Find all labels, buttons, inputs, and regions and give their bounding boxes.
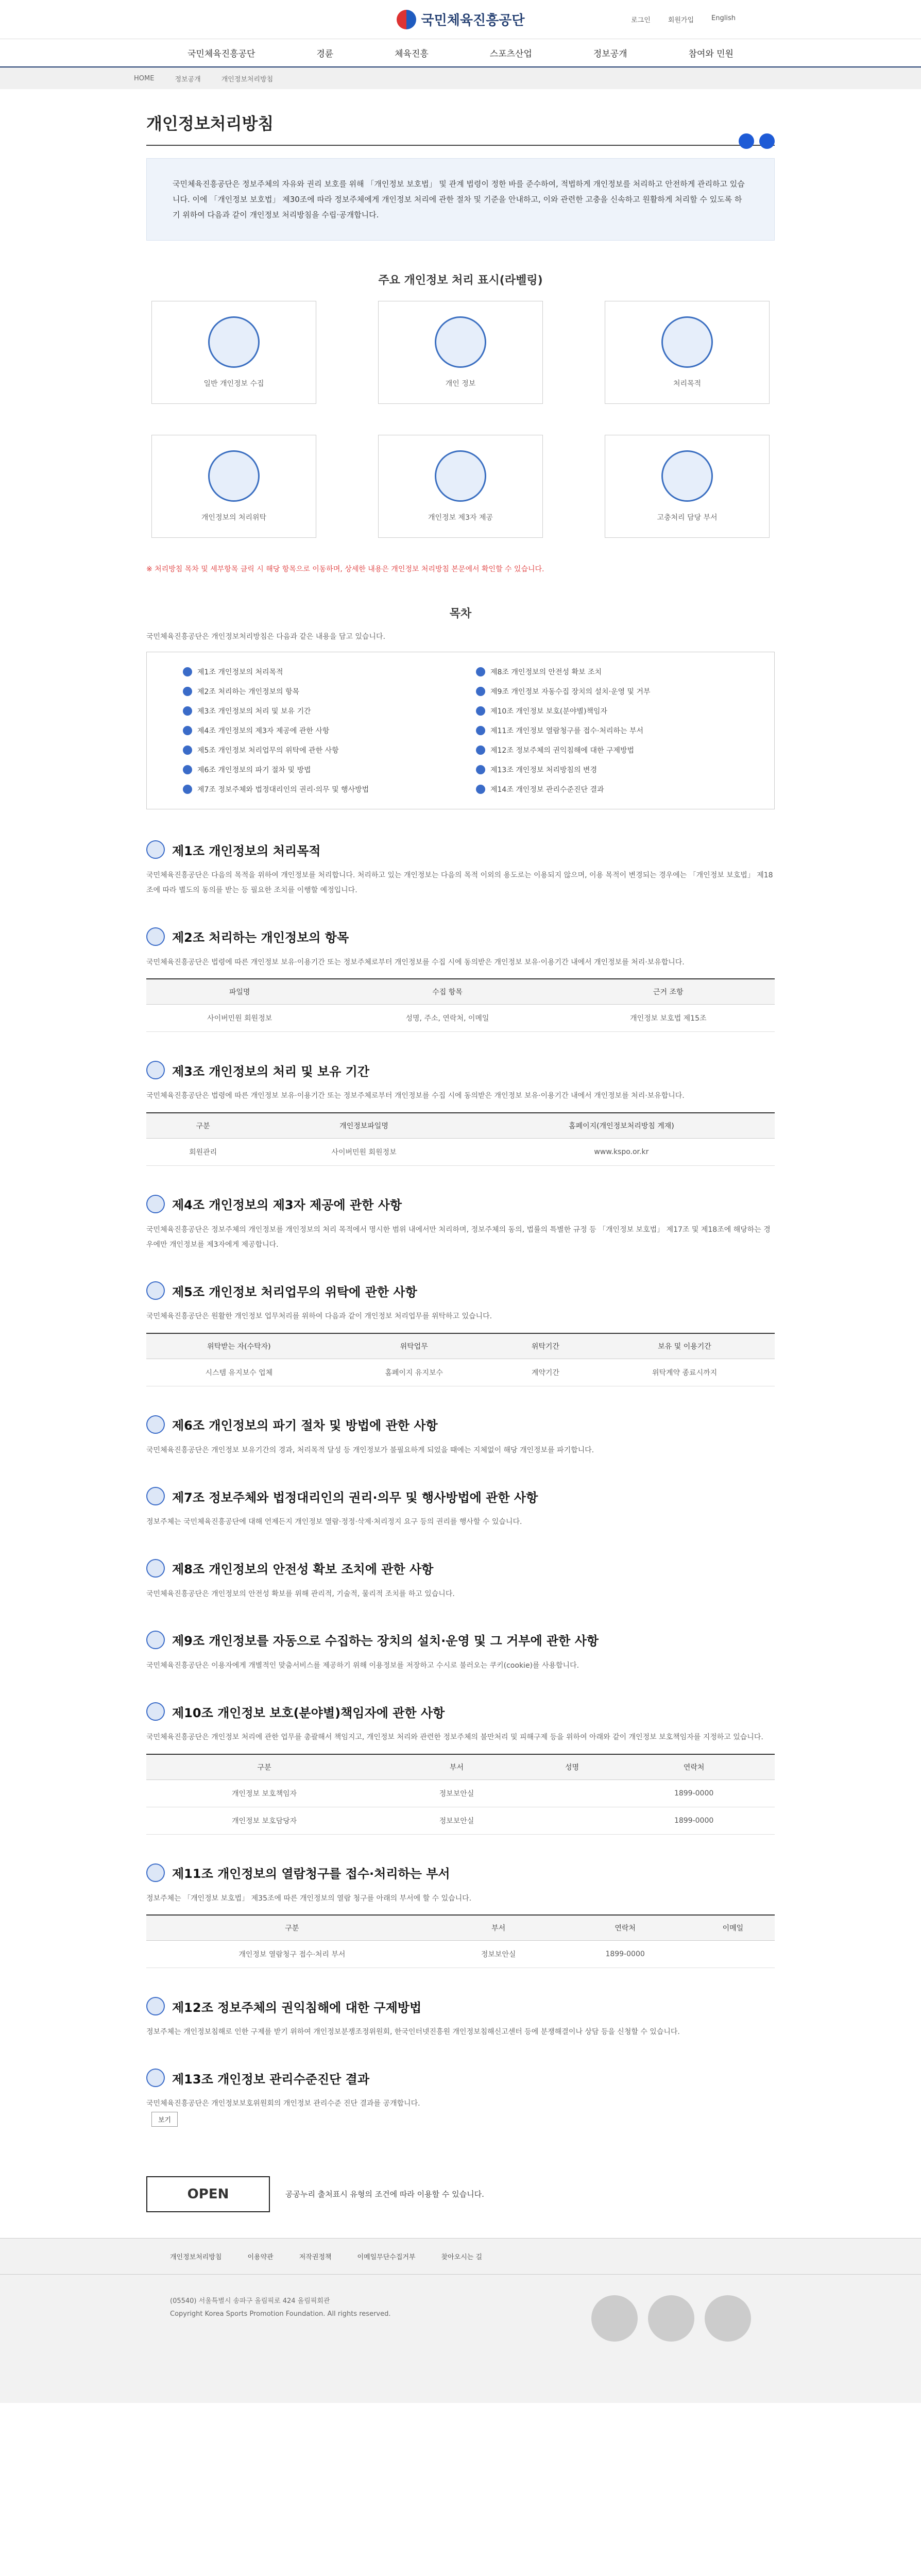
data-table: 구분 개인정보파일명 홈페이지(개인정보처리방침 게재) 회원관리 사이버민원 회원정보 www.kspo.or.kr	[146, 1112, 775, 1166]
emblem-icon	[397, 10, 416, 29]
footer-info	[0, 2275, 921, 2341]
share-icon[interactable]	[759, 133, 775, 149]
footer-link[interactable]: 찾아오시는 길	[441, 2253, 483, 2261]
toc-title: 목차	[449, 607, 472, 620]
cert-icon	[591, 2295, 638, 2342]
section-title: 제6조 개인정보의 파기 절차 및 방법에 관한 사항	[146, 1415, 775, 1434]
toc-item[interactable]: 제1조 개인정보의 처리목적	[183, 667, 445, 677]
join-link[interactable]: 회원가입	[668, 16, 694, 24]
section-text: 국민체육진흥공단은 법령에 따른 개인정보 보유·이용기간 또는 정보주체로부터 개인정보를 수집 시에 동의받은 개인정보 보유·이용기간 내에서 개인정보를 처리·보유합니다.	[146, 958, 685, 967]
section-9	[146, 1631, 775, 1673]
address: (05540) 서울특별시 송파구 올림픽로 424 올림픽회관	[170, 2297, 330, 2305]
crumb-home[interactable]: HOME	[134, 74, 155, 82]
util-menu	[631, 14, 736, 24]
toc-item[interactable]: 제12조 정보주체의 권익침해에 대한 구제방법	[476, 745, 738, 755]
english-link[interactable]: English	[711, 14, 736, 22]
site-name: 국민체육진흥공단	[421, 13, 525, 28]
top-bar	[0, 0, 921, 39]
main-nav	[0, 39, 921, 67]
label-grid	[146, 301, 775, 538]
chat-icon	[661, 450, 713, 502]
toc-item[interactable]: 제8조 개인정보의 안전성 확보 조치	[476, 667, 738, 677]
section-text: 정보주체는 「개인정보 보호법」 제35조에 따른 개인정보의 열람 청구를 아래의 부서에 할 수 있습니다.	[146, 1894, 472, 1903]
nav-item[interactable]: 참여와 민원	[688, 49, 734, 59]
label-card[interactable]: 고충처리 담당 부서	[605, 435, 770, 538]
section-text: 정보주체는 개인정보침해로 인한 구제를 받기 위하여 개인정보분쟁조정위원회, 한국인터넷진흥원 개인정보침해신고센터 등에 분쟁해결이나 상담 등을 신청할 수 있습니다.	[146, 2028, 680, 2037]
labels-title: 주요 개인정보 처리 표시(라벨링)	[378, 274, 543, 287]
section-1	[146, 840, 775, 899]
label-card[interactable]: 처리목적	[605, 301, 770, 404]
label-card[interactable]: 개인정보 제3자 제공	[378, 435, 543, 538]
section-text: 국민체육진흥공단은 개인정보보호위원회의 개인정보 관리수준 진단 결과를 공개합니다.	[146, 2099, 420, 2108]
section-4	[146, 1195, 775, 1253]
footer-link[interactable]: 이용약관	[247, 2253, 274, 2261]
toc-item[interactable]: 제11조 개인정보 열람청구를 접수·처리하는 부서	[476, 725, 738, 736]
section-title: 제3조 개인정보의 처리 및 보유 기간	[146, 1061, 775, 1079]
kogl-mark: OPEN	[146, 2176, 270, 2212]
toc-item[interactable]: 제6조 개인정보의 파기 절차 및 방법	[183, 765, 445, 775]
crumb-current[interactable]: 개인정보처리방침	[221, 75, 274, 83]
view-button[interactable]: 보기	[151, 2112, 178, 2127]
section-text: 국민체육진흥공단은 개인정보 보유기간의 경과, 처리목적 달성 등 개인정보가 불필요하게 되었을 때에는 지체없이 해당 개인정보를 파기합니다.	[146, 1446, 594, 1454]
section-title: 제2조 처리하는 개인정보의 항목	[146, 927, 775, 946]
label-card[interactable]: 개인정보의 처리위탁	[151, 435, 316, 538]
section-text: 국민체육진흥공단은 정보주체의 개인정보를 개인정보의 처리 목적에서 명시한 범위 내에서만 처리하며, 정보주체의 동의, 법률의 특별한 규정 등 「개인정보 보호법」 제17조 및 제18조에 해당하는 경우에만 개인정보를 제3자에게 제공합니다.	[146, 1225, 771, 1249]
toc-item[interactable]: 제5조 개인정보 처리업무의 위탁에 관한 사항	[183, 745, 445, 755]
person-icon	[208, 316, 260, 368]
data-table: 구분 부서 성명 연락처 개인정보 보호책임자 정보보안실 1899-0000 개인정보 보호담당자 정보보안실 1899-0000	[146, 1754, 775, 1835]
table-row: 시스템 유지보수 업체 홈페이지 유지보수 계약기간 위탁계약 종료시까지	[146, 1359, 775, 1386]
section-text: 국민체육진흥공단은 다음의 목적을 위하여 개인정보를 처리합니다. 처리하고 있는 개인정보는 다음의 목적 이외의 용도로는 이용되지 않으며, 이용 목적이 변경되는 경우에는 「개인정보 보호법」 제18조에 따라 별도의 동의를 받는 등 필요한 조치를 이행할 예정입니다.	[146, 871, 773, 895]
table-row: 개인정보 열람청구 접수·처리 부서 정보보안실 1899-0000	[146, 1941, 775, 1968]
toc-item[interactable]: 제7조 정보주체와 법정대리인의 권리·의무 및 행사방법	[183, 784, 445, 794]
table-row: 회원관리 사이버민원 회원정보 www.kspo.or.kr	[146, 1138, 775, 1165]
breadcrumb	[0, 67, 921, 89]
section-8	[146, 1559, 775, 1602]
data-table: 위탁받는 자(수탁자) 위탁업무 위탁기간 보유 및 이용기간 시스템 유지보수 업체 홈페이지 유지보수 계약기간 위탁계약 종료시까지	[146, 1333, 775, 1386]
toc-list	[146, 652, 775, 809]
toc-item[interactable]: 제13조 개인정보 처리방침의 변경	[476, 765, 738, 775]
section-7	[146, 1487, 775, 1530]
footer-link[interactable]: 개인정보처리방침	[170, 2253, 222, 2261]
section-12	[146, 1997, 775, 2040]
section-title: 제8조 개인정보의 안전성 확보 조치에 관한 사항	[146, 1559, 775, 1578]
toc-item[interactable]: 제9조 개인정보 자동수집 장치의 설치·운영 및 거부	[476, 686, 738, 697]
section-2	[146, 927, 775, 1032]
label-card[interactable]: 일반 개인정보 수집	[151, 301, 316, 404]
nav-item[interactable]: 스포츠산업	[489, 49, 532, 59]
section-text: 정보주체는 국민체육진흥공단에 대해 언제든지 개인정보 열람·정정·삭제·처리정지 요구 등의 권리를 행사할 수 있습니다.	[146, 1518, 522, 1527]
toc-item[interactable]: 제14조 개인정보 관리수준진단 결과	[476, 784, 738, 794]
section-title: 제7조 정보주체와 법정대리인의 권리·의무 및 행사방법에 관한 사항	[146, 1487, 775, 1505]
section-title: 제5조 개인정보 처리업무의 위탁에 관한 사항	[146, 1281, 775, 1300]
intro-box: 국민체육진흥공단은 정보주체의 자유와 권리 보호를 위해 「개인정보 보호법」 및 관계 법령이 정한 바를 준수하여, 적법하게 개인정보를 처리하고 안전하게 관리하고 있습니다. 이에 「개인정보 보호법」 제30조에 따라 정보주체에게 개인정보 처리에 관한 절차 및 기준을 안내하고, 이와 관련한 고충을 신속하고 원활하게 처리할 수 있도록 하기 위하여 다음과 같이 개인정보 처리방침을 수립·공개합니다.	[146, 158, 775, 241]
toc-item[interactable]: 제10조 개인정보 보호(분야별)책임자	[476, 706, 738, 716]
toc-desc: 국민체육진흥공단은 개인정보처리방침은 다음과 같은 내용을 담고 있습니다.	[146, 633, 385, 641]
site-logo[interactable]	[397, 10, 525, 29]
document-icon	[435, 316, 486, 368]
facebook-icon[interactable]	[739, 133, 754, 149]
handshake-icon	[208, 450, 260, 502]
section-title: 제10조 개인정보 보호(분야별)책임자에 관한 사항	[146, 1702, 775, 1721]
table-row: 개인정보 보호책임자 정보보안실 1899-0000	[146, 1780, 775, 1807]
footer	[0, 2238, 921, 2403]
section-text: 국민체육진흥공단은 법령에 따른 개인정보 보유·이용기간 또는 정보주체로부터 개인정보를 수집 시에 동의받은 개인정보 보유·이용기간 내에서 개인정보를 처리·보유합니다.	[146, 1092, 685, 1100]
cert-icon	[648, 2295, 694, 2342]
footer-link[interactable]: 저작권정책	[299, 2253, 332, 2261]
license-text: 공공누리 출처표시 유형의 조건에 따라 이용할 수 있습니다.	[285, 2190, 484, 2199]
section-text: 국민체육진흥공단은 원활한 개인정보 업무처리를 위하여 다음과 같이 개인정보 처리업무를 위탁하고 있습니다.	[146, 1312, 492, 1321]
crumb-item[interactable]: 정보공개	[175, 75, 201, 83]
section-11	[146, 1863, 775, 1968]
section-title: 제13조 개인정보 관리수준진단 결과	[146, 2069, 775, 2087]
label-card[interactable]: 개인 정보	[378, 301, 543, 404]
toc-item[interactable]: 제3조 개인정보의 처리 및 보유 기간	[183, 706, 445, 716]
section-13	[146, 2069, 775, 2126]
copyright: Copyright Korea Sports Promotion Foundation. All rights reserved.	[170, 2310, 391, 2318]
table-row: 사이버민원 회원정보 성명, 주소, 연락처, 이메일 개인정보 보호법 제15조	[146, 1005, 775, 1032]
data-table: 파일명 수집 항목 근거 조항 사이버민원 회원정보 성명, 주소, 연락처, 이메일 개인정보 보호법 제15조	[146, 978, 775, 1032]
section-3	[146, 1061, 775, 1165]
data-table: 구분 부서 연락처 이메일 개인정보 열람청구 접수·처리 부서 정보보안실 1899-0000	[146, 1914, 775, 1968]
section-10	[146, 1702, 775, 1834]
target-icon	[661, 316, 713, 368]
section-text: 국민체육진흥공단은 이용자에게 개별적인 맞춤서비스를 제공하기 위해 이용정보를 저장하고 수시로 불러오는 쿠키(cookie)를 사용합니다.	[146, 1661, 579, 1670]
nav-item[interactable]: 국민체육진흥공단	[187, 49, 255, 59]
cert-marks	[591, 2295, 751, 2342]
toc-item[interactable]: 제4조 개인정보의 제3자 제공에 관한 사항	[183, 725, 445, 736]
open-license	[146, 2156, 775, 2238]
section-text: 국민체육진흥공단은 개인정보 처리에 관한 업무를 총괄해서 책임지고, 개인정보 처리와 관련한 정보주체의 불만처리 및 피해구제 등을 위하여 아래와 같이 개인정보 보호책임자를 지정하고 있습니다.	[146, 1733, 763, 1742]
section-6	[146, 1415, 775, 1458]
section-title: 제12조 정보주체의 권익침해에 대한 구제방법	[146, 1997, 775, 2015]
section-title: 제11조 개인정보의 열람청구를 접수·처리하는 부서	[146, 1863, 775, 1882]
footer-link[interactable]: 이메일무단수집거부	[357, 2253, 416, 2261]
footer-nav	[0, 2239, 921, 2275]
share-buttons	[739, 133, 775, 149]
content	[146, 111, 775, 2238]
nav-item[interactable]: 정보공개	[593, 49, 627, 59]
toc-item[interactable]: 제2조 처리하는 개인정보의 항목	[183, 686, 445, 697]
label-note: ※ 처리방침 목차 및 세부항목 클릭 시 해당 항목으로 이동하며, 상세한 내용은 개인정보 처리방침 본문에서 확인할 수 있습니다.	[146, 565, 544, 573]
share-people-icon	[435, 450, 486, 502]
section-text: 국민체육진흥공단은 개인정보의 안전성 확보를 위해 관리적, 기술적, 물리적 조치를 하고 있습니다.	[146, 1589, 455, 1598]
login-link[interactable]: 로그인	[631, 16, 651, 24]
section-title: 제4조 개인정보의 제3자 제공에 관한 사항	[146, 1195, 775, 1213]
section-5	[146, 1281, 775, 1386]
section-title: 제9조 개인정보를 자동으로 수집하는 장치의 설치·운영 및 그 거부에 관한 사항	[146, 1631, 775, 1649]
nav-item[interactable]: 체육진흥	[395, 49, 429, 59]
page-title: 개인정보처리방침	[146, 111, 775, 146]
table-row: 개인정보 보호담당자 정보보안실 1899-0000	[146, 1807, 775, 1834]
nav-item[interactable]: 경륜	[316, 49, 334, 59]
section-title: 제1조 개인정보의 처리목적	[146, 840, 775, 859]
cert-icon	[705, 2295, 751, 2342]
